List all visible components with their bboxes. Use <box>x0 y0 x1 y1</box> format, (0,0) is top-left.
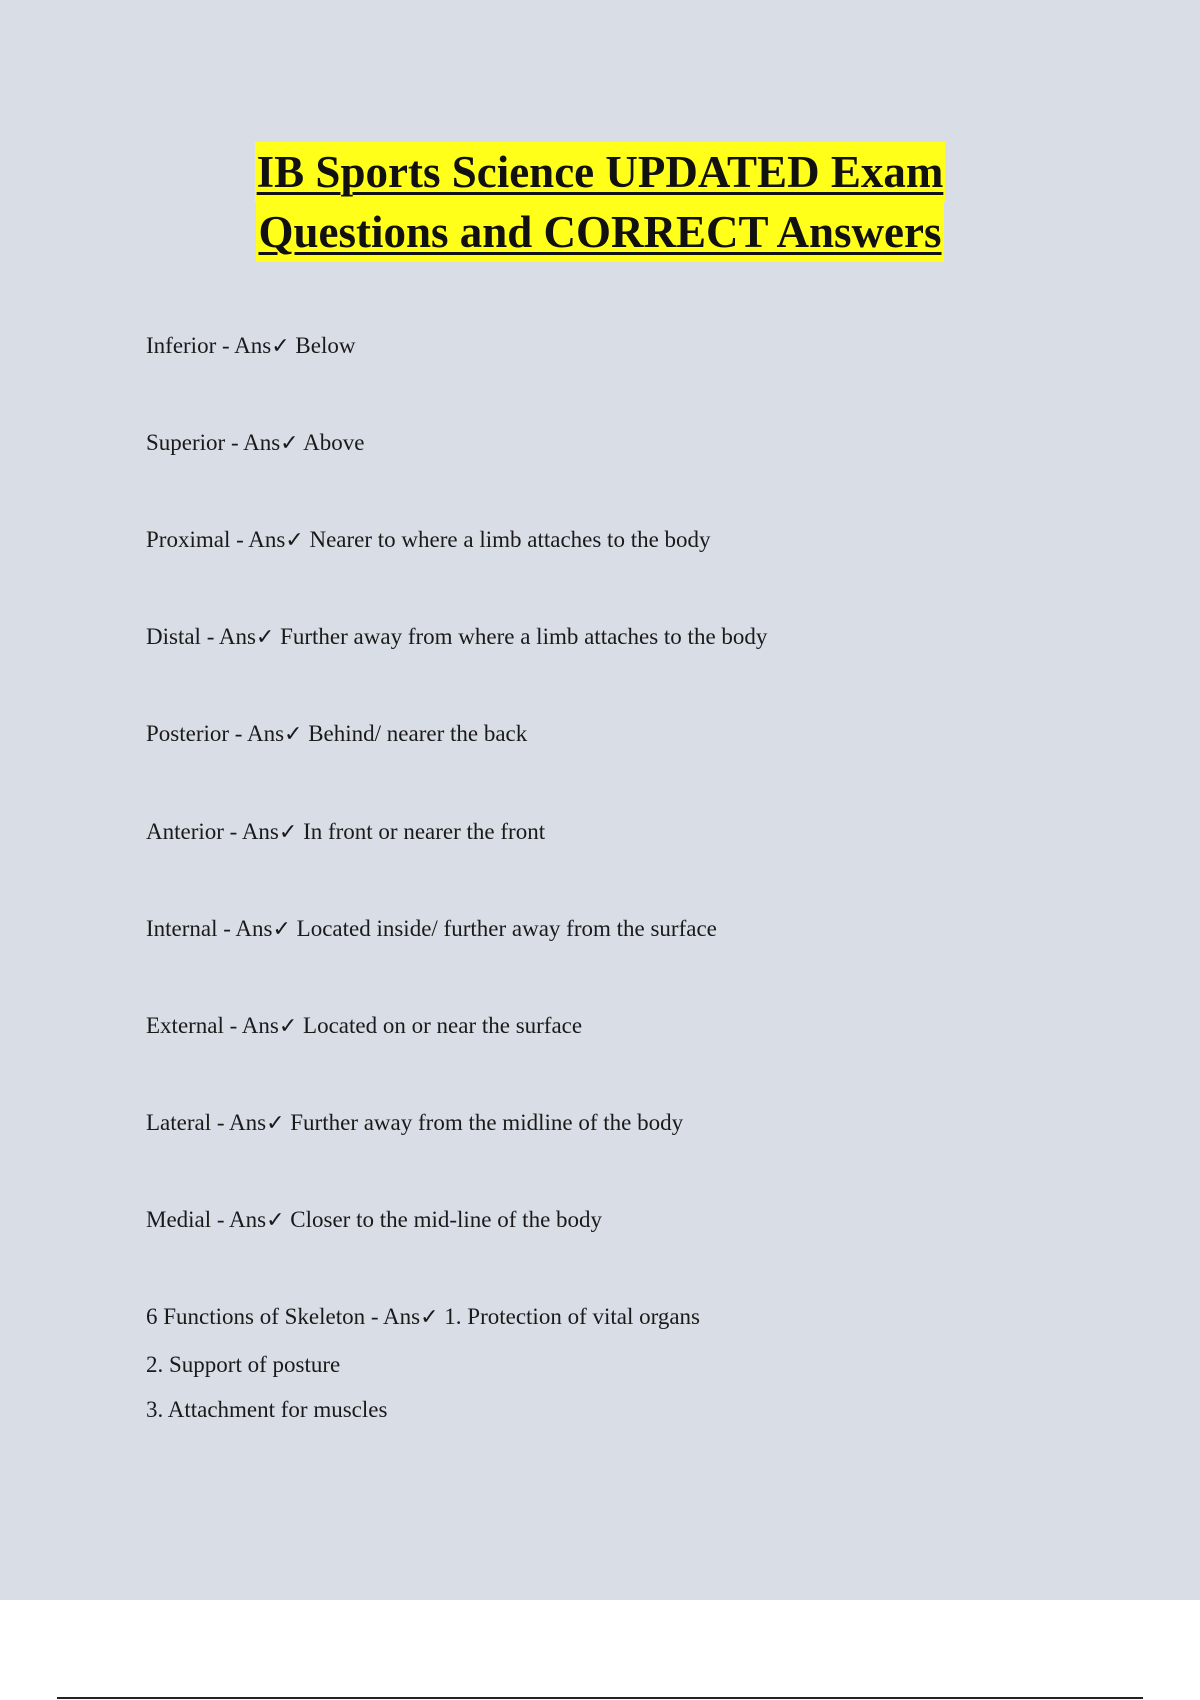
answer-prefix: Ans <box>235 916 273 941</box>
qa-entry-lateral <box>146 1109 683 1138</box>
entry-term: External - <box>146 1013 242 1038</box>
answer-prefix: Ans <box>248 527 286 552</box>
answer-prefix: Ans <box>243 430 281 455</box>
entry-term: 6 Functions of Skeleton - <box>146 1304 384 1329</box>
entry-answer: 1. Protection of vital organs <box>438 1304 701 1329</box>
qa-entry-skeleton-functions <box>146 1303 700 1332</box>
entry-answer: Nearer to where a limb attaches to the body <box>303 527 711 552</box>
entry-answer: Further away from where a limb attaches to the body <box>274 624 768 649</box>
entry-answer: Above <box>298 430 365 455</box>
checkmark-icon: ✓ <box>271 334 290 359</box>
qa-entry-proximal <box>146 526 711 555</box>
entry-term: Proximal - <box>146 527 249 552</box>
checkmark-icon: ✓ <box>266 1111 285 1136</box>
qa-entry-distal <box>146 623 767 652</box>
entry-term: Inferior - <box>146 333 235 358</box>
footer-divider <box>57 1697 1143 1699</box>
entry-answer: Closer to the mid-line of the body <box>284 1207 603 1232</box>
checkmark-icon: ✓ <box>420 1305 439 1330</box>
answer-prefix: Ans <box>229 1207 267 1232</box>
qa-entry-posterior <box>146 720 527 749</box>
entry-term: Medial - <box>146 1207 230 1232</box>
answer-prefix: Ans <box>218 624 256 649</box>
entry-answer: Further away from the midline of the body <box>284 1110 684 1135</box>
checkmark-icon: ✓ <box>266 1208 285 1233</box>
qa-entry-anterior <box>146 818 545 847</box>
checkmark-icon: ✓ <box>255 625 275 650</box>
answer-prefix: Ans <box>241 819 279 844</box>
entry-term: Posterior - <box>146 721 247 746</box>
answer-prefix: Ans <box>234 333 272 358</box>
answer-prefix: Ans <box>383 1304 421 1329</box>
answer-prefix: Ans <box>241 1013 279 1038</box>
entry-answer: Behind/ nearer the back <box>302 721 528 746</box>
answer-prefix: Ans <box>229 1110 267 1135</box>
list-item: 3. Attachment for muscles <box>146 1397 388 1422</box>
entry-term: Distal - <box>146 624 219 649</box>
list-item: 2. Support of posture <box>146 1352 341 1377</box>
checkmark-icon: ✓ <box>278 1014 298 1039</box>
entry-answer: Located on or near the surface <box>297 1013 583 1038</box>
qa-entry-inferior <box>146 332 355 361</box>
qa-entry-medial <box>146 1206 602 1235</box>
checkmark-icon: ✓ <box>278 820 298 845</box>
checkmark-icon: ✓ <box>280 431 299 456</box>
entry-answer: Located inside/ further away from the surface <box>290 916 717 941</box>
qa-entry-internal <box>146 915 717 944</box>
checkmark-icon: ✓ <box>284 722 303 747</box>
entry-term: Superior - <box>146 430 244 455</box>
entry-answer: Below <box>289 333 356 358</box>
qa-entry-superior <box>146 429 364 458</box>
title-line-2: Questions and CORRECT Answers <box>256 202 943 262</box>
title-line-1: IB Sports Science UPDATED Exam <box>255 142 946 202</box>
checkmark-icon: ✓ <box>272 917 291 942</box>
entry-term: Anterior - <box>146 819 242 844</box>
qa-entry-external <box>146 1012 582 1041</box>
answer-prefix: Ans <box>246 721 285 746</box>
document-title <box>0 142 1200 262</box>
checkmark-icon: ✓ <box>285 528 304 553</box>
entry-term: Lateral - <box>146 1110 230 1135</box>
entry-answer: In front or nearer the front <box>297 819 546 844</box>
entry-term: Internal - <box>146 916 236 941</box>
